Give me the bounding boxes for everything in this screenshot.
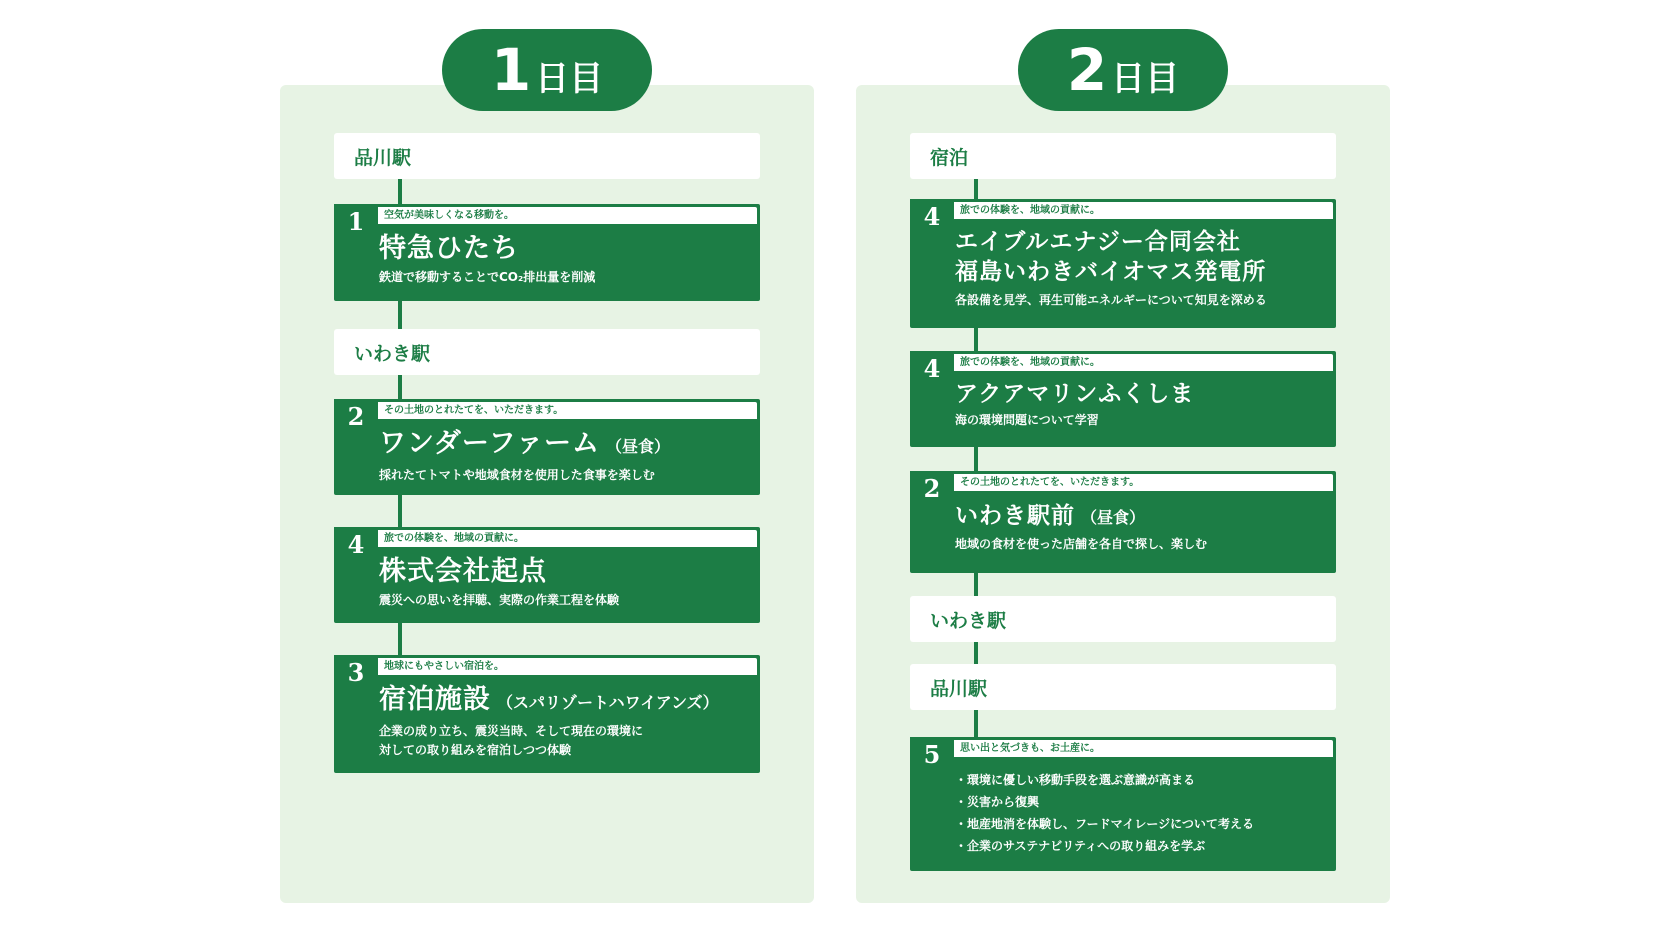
card-title: 株式会社起点 (379, 556, 547, 587)
station-label: いわき駅 (930, 609, 1007, 632)
card-description: 企業の成り立ち、震災当時、そして現在の環境に 対しての取り組みを宿泊しつつ体験 (379, 724, 644, 757)
station-label: 宿泊 (930, 146, 969, 169)
card-title: ワンダーファーム （昼食） (379, 428, 671, 459)
list-item: ・ 環境に優しい移動手段を選ぶ意識が高まる (955, 769, 1322, 791)
day2-number: 2 (1066, 36, 1108, 104)
summary-card (910, 737, 1336, 871)
card-tagline: 思い出と気づきも、お土産に。 (954, 740, 1333, 757)
activity-card (334, 527, 760, 623)
day1-number: 1 (490, 36, 532, 104)
card-description: 震災への思いを拝聴、実際の作業工程を体験 (379, 593, 620, 607)
station-shinagawa (910, 664, 1336, 710)
card-tagline: その土地のとれたてを、いただきます。 (378, 402, 757, 419)
card-description: 地域の食材を使った店舗を各自で探し、楽しむ (955, 537, 1208, 551)
card-tagline: 旅での体験を、地域の貢献に。 (954, 354, 1333, 371)
card-number: 3 (334, 655, 378, 689)
card-number: 4 (910, 351, 954, 385)
station-lodging (910, 133, 1336, 179)
card-description: 各設備を見学、再生可能エネルギーについて知見を深める (955, 293, 1267, 307)
activity-card (334, 655, 760, 773)
card-number: 4 (910, 199, 954, 233)
card-tagline: 旅での体験を、地域の貢献に。 (954, 202, 1333, 219)
card-title: 特急ひたち (379, 233, 519, 264)
day1-suffix: 日目 (535, 59, 604, 99)
card-title: 宿泊施設 （スパリゾートハワイアンズ） (379, 684, 719, 715)
activity-card (910, 351, 1336, 447)
activity-card (334, 204, 760, 301)
card-description: 海の環境問題について学習 (955, 413, 1099, 427)
card-tagline: 空気が美味しくなる移動を。 (378, 207, 757, 224)
takeaway-list (955, 769, 1322, 857)
card-number: 4 (334, 527, 378, 561)
day2-suffix: 日目 (1111, 59, 1180, 99)
activity-card (334, 399, 760, 495)
card-number: 2 (910, 471, 954, 505)
station-label: 品川駅 (930, 677, 988, 700)
card-title: いわき駅前 （昼食） (955, 503, 1146, 529)
activity-card (910, 199, 1336, 328)
station-label: 品川駅 (354, 146, 412, 169)
card-tagline: その土地のとれたてを、いただきます。 (954, 474, 1333, 491)
card-description: 鉄道で移動することでCO₂排出量を削減 (379, 270, 596, 284)
card-number: 1 (334, 204, 378, 238)
day1-badge (442, 29, 652, 111)
day2-column (856, 36, 1390, 903)
card-number: 5 (910, 737, 954, 771)
list-item: ・ 地産地消を体験し、フードマイレージについて考える (955, 813, 1322, 835)
card-tagline: 地球にもやさしい宿泊を。 (378, 658, 757, 675)
card-description: 採れたてトマトや地域食材を使用した食事を楽しむ (379, 468, 655, 482)
activity-card (910, 471, 1336, 573)
card-number: 2 (334, 399, 378, 433)
station-shinagawa (334, 133, 760, 179)
day2-badge (1018, 29, 1228, 111)
station-iwaki (334, 329, 760, 375)
card-title: エイブルエナジー合同会社 福島いわきバイオマス発電所 (955, 229, 1267, 285)
station-label: いわき駅 (354, 342, 431, 365)
list-item: ・ 企業のサステナビリティへの取り組みを学ぶ (955, 835, 1322, 857)
card-title: アクアマリンふくしま (955, 381, 1195, 407)
station-iwaki (910, 596, 1336, 642)
card-tagline: 旅での体験を、地域の貢献に。 (378, 530, 757, 547)
day1-column (280, 36, 814, 903)
list-item: ・ 災害から復興 (955, 791, 1322, 813)
